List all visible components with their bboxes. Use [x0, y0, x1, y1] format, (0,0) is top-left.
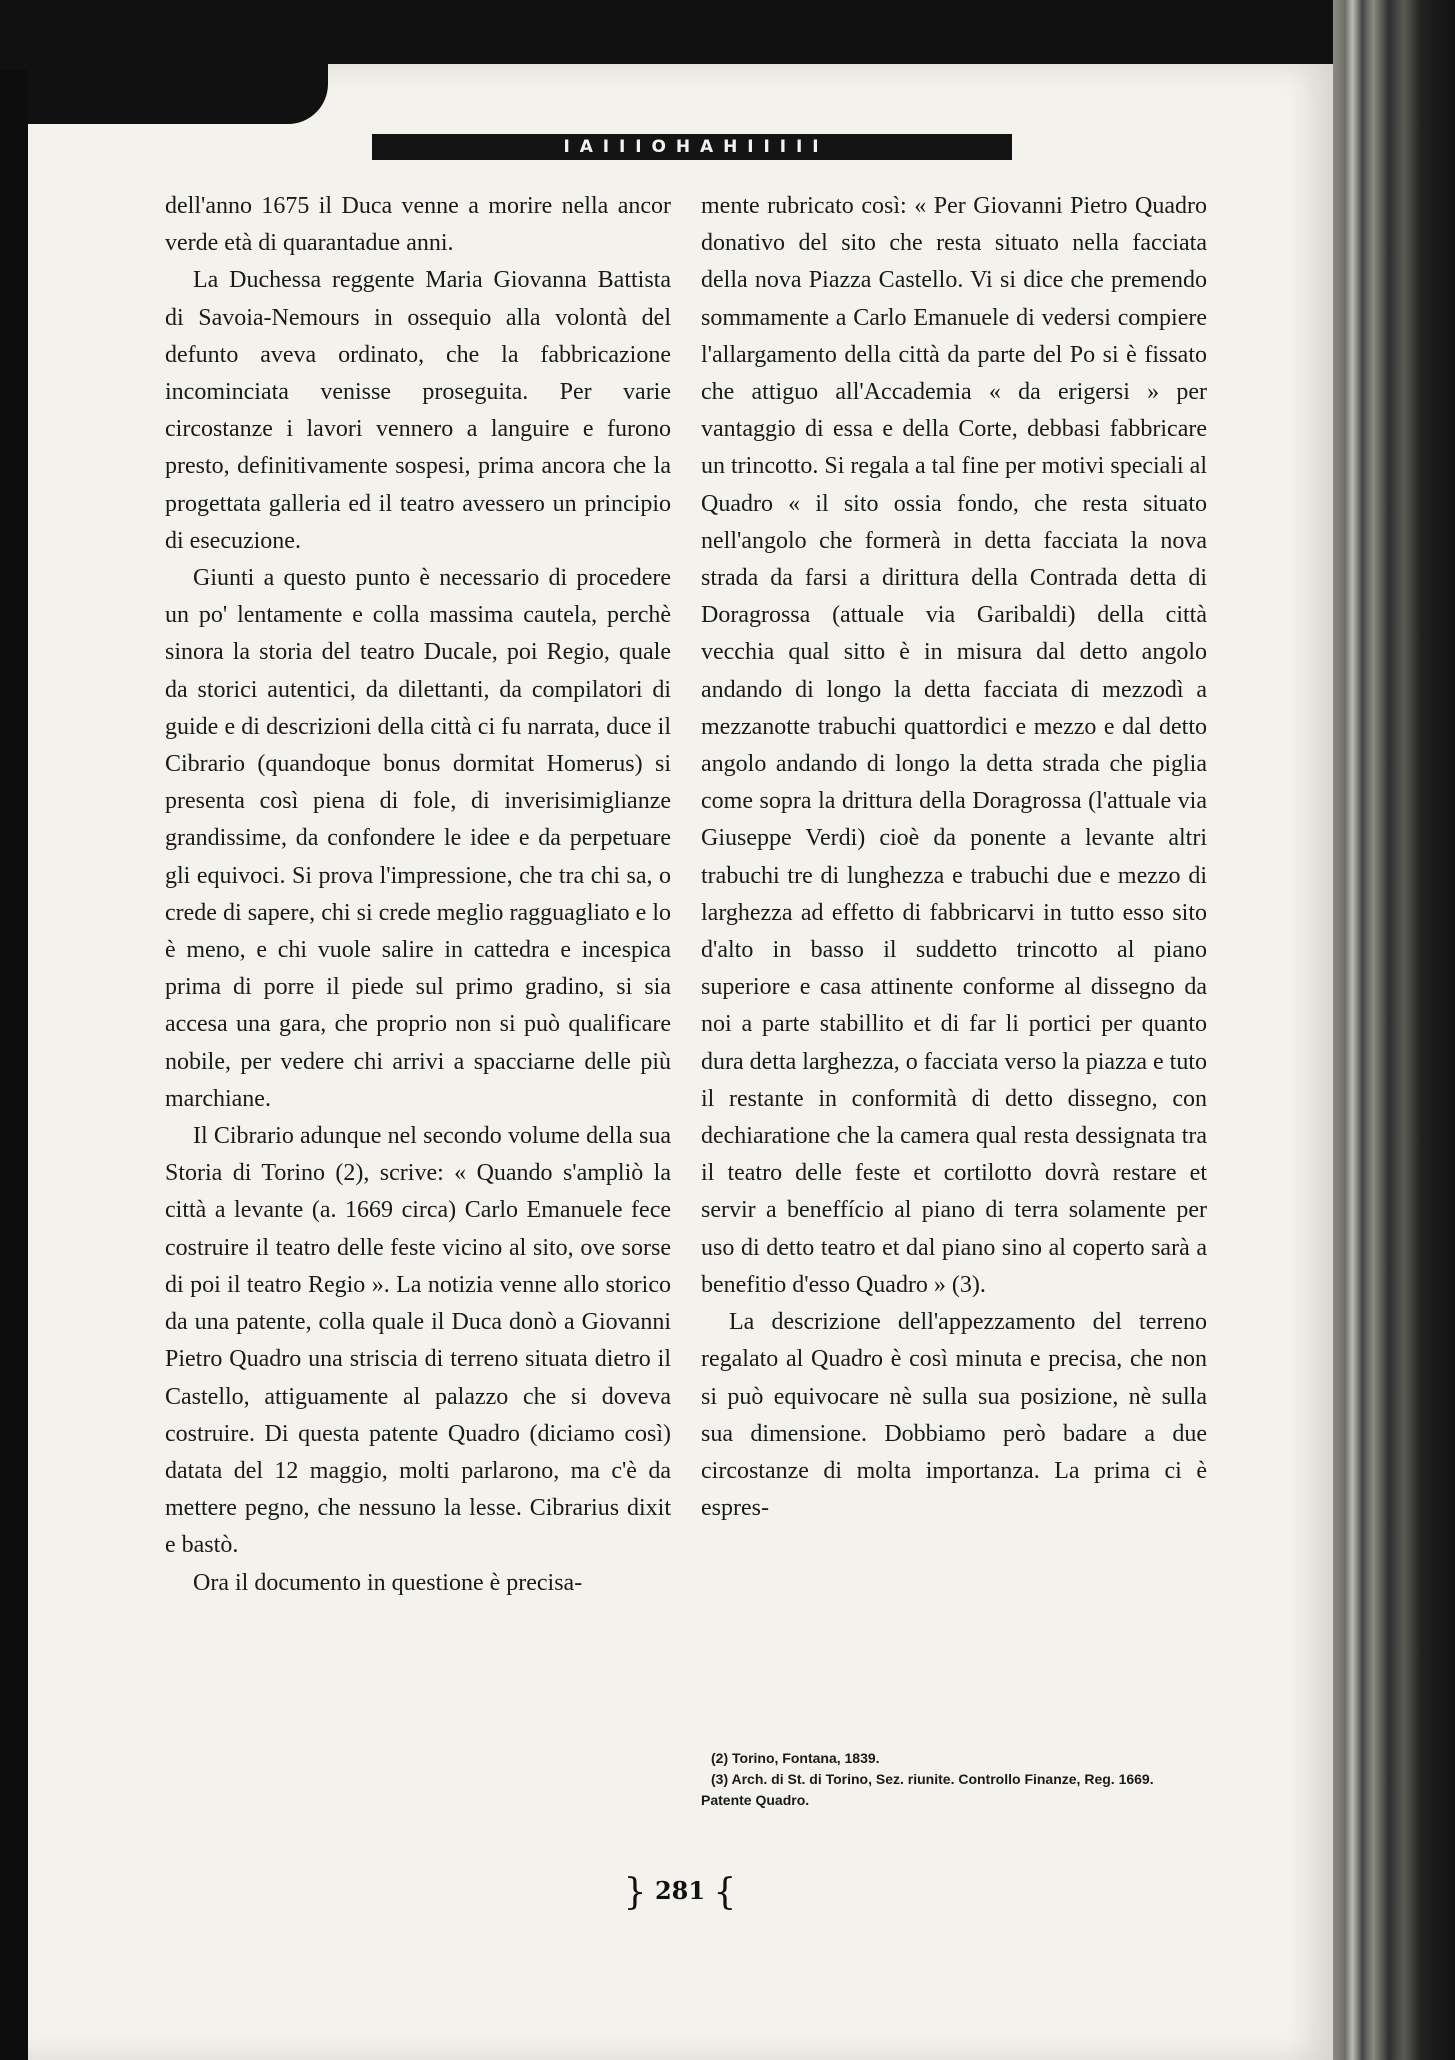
footnote: (2) Torino, Fontana, 1839. — [711, 1750, 880, 1766]
right-column — [701, 188, 1207, 1527]
paragraph: Giunti a questo punto è necessario di procedere un po' lentamente e colla massima cautela, perchè sinora la storia del teatro Ducale, poi Regio, quale da storici autentici, da dilettanti, da compilatori di guide e di descrizioni della città ci fu narrata, duce il Cibrario (quandoque bonus dormitat Homerus) si presenta così piena di fole, di inverisimiglianze grandissime, da confondere le idee e da perpetuare gli equivoci. Si prova l'impressione, che tra chi sa, o crede di sapere, chi si crede meglio ragguagliato e lo è meno, e chi vuole salire in cattedra e incespica prima di porre il piede sul primo gradino, si sia accesa una gara, che proprio non si può qualificare nobile, per vedere chi arrivi a spacciarne delle più marchiane. — [165, 565, 671, 1112]
footnotes — [701, 1748, 1207, 1811]
top-scan-edge — [0, 0, 1455, 70]
running-header-text: I A I I I O H A H I I I I I — [563, 137, 821, 157]
book-gutter — [1333, 0, 1455, 2060]
brace-right-icon: { — [713, 1872, 737, 1913]
paragraph: dell'anno 1675 il Duca venne a morire nella ancor verde età di quarantadue anni. — [165, 193, 671, 257]
running-header — [372, 134, 1012, 160]
brace-left-icon: } — [623, 1872, 647, 1913]
paragraph: La descrizione dell'appezzamento del terreno regalato al Quadro è così minuta e precisa, che non si può equivocare nè sulla sua posizione, nè sulla sua dimensione. Dobbiamo però badare a due circostanze di molta importanza. La prima ci è espres- — [701, 1309, 1207, 1522]
paragraph: La Duchessa reggente Maria Giovanna Battista di Savoia-Nemours in ossequio alla volontà del defunto aveva ordinato, che la fabbricazione incominciata venisse proseguita. Per varie circostanze i lavori vennero a languire e furono presto, definitivamente sospesi, prima ancora che la progettata galleria ed il teatro avessero un principio di esecuzione. — [165, 267, 671, 554]
paragraph: Il Cibrario adunque nel secondo volume della sua Storia di Torino (2), scrive: « Quando s'ampliò la città a levante (a. 1669 circa) Carlo Emanuele fece costruire il teatro delle feste vicino al sito, ove sorse di poi il teatro Regio ». La notizia venne allo storico da una patente, colla quale il Duca donò a Giovanni Pietro Quadro una striscia di terreno situata dietro il Castello, attiguamente al palazzo che si doveva costruire. Di questa patente Quadro (diciamo così) datata del 12 maggio, molti parlarono, ma c'è da mettere pegno, che nessuno la lesse. Cibrarius dixit e bastò. — [165, 1123, 671, 1559]
page-number-value: 281 — [654, 1876, 706, 1905]
footnote: (3) Arch. di St. di Torino, Sez. riunite. Controllo Finanze, Reg. 1669. Patente Quadro. — [701, 1771, 1154, 1808]
paragraph: Ora il documento in questione è precisa- — [193, 1569, 583, 1596]
left-column — [165, 188, 671, 1602]
page-corner-shadow — [28, 64, 328, 124]
page-number — [620, 1872, 740, 1913]
paragraph: mente rubricato così: « Per Giovanni Pietro Quadro donativo del sito che resta situato nella facciata della nova Piazza Castello. Vi si dice che premendo sommamente a Carlo Emanuele di vedersi compiere l'allargamento della città da parte del Po si è fissato che attiguo all'Accademia « da erigersi » per vantaggio di essa e della Corte, debbasi fabbricare un trincotto. Si regala a tal fine per motivi speciali al Quadro « il sito ossia fondo, che resta situato nell'angolo che formerà in detta facciata la nova strada da farsi a dirittura della Contrada detta di Doragrossa (attuale via Garibaldi) della città vecchia qual sitto è in misura dal detto angolo andando di longo la detta facciata di mezzodì a mezzanotte trabuchi quattordici e mezzo e dal detto angolo andando di longo la detta strada che piglia come sopra la drittura della Doragrossa (l'attuale via Giuseppe Verdi) cioè da ponente a levante altri trabuchi tre di lunghezza e trabuchi due e mezzo di larghezza ad effetto di fabbricarvi in tutto esso sito d'alto in basso il suddetto trincotto al piano superiore e casa attinente conforme al dissegno da noi a parte stabillito et di far li portici per quanto dura detta larghezza, o facciata verso la piazza e tuto il restante in conformità di detto dissegno, con dechiaratione che la camera qual resta dessignata tra il teatro delle feste et cortilotto dovrà restare et servir a beneffício al piano di terra solamente per uso di detto teatro et dal piano sino al coperto sarà a benefitio d'esso Quadro » (3). — [701, 193, 1207, 1298]
